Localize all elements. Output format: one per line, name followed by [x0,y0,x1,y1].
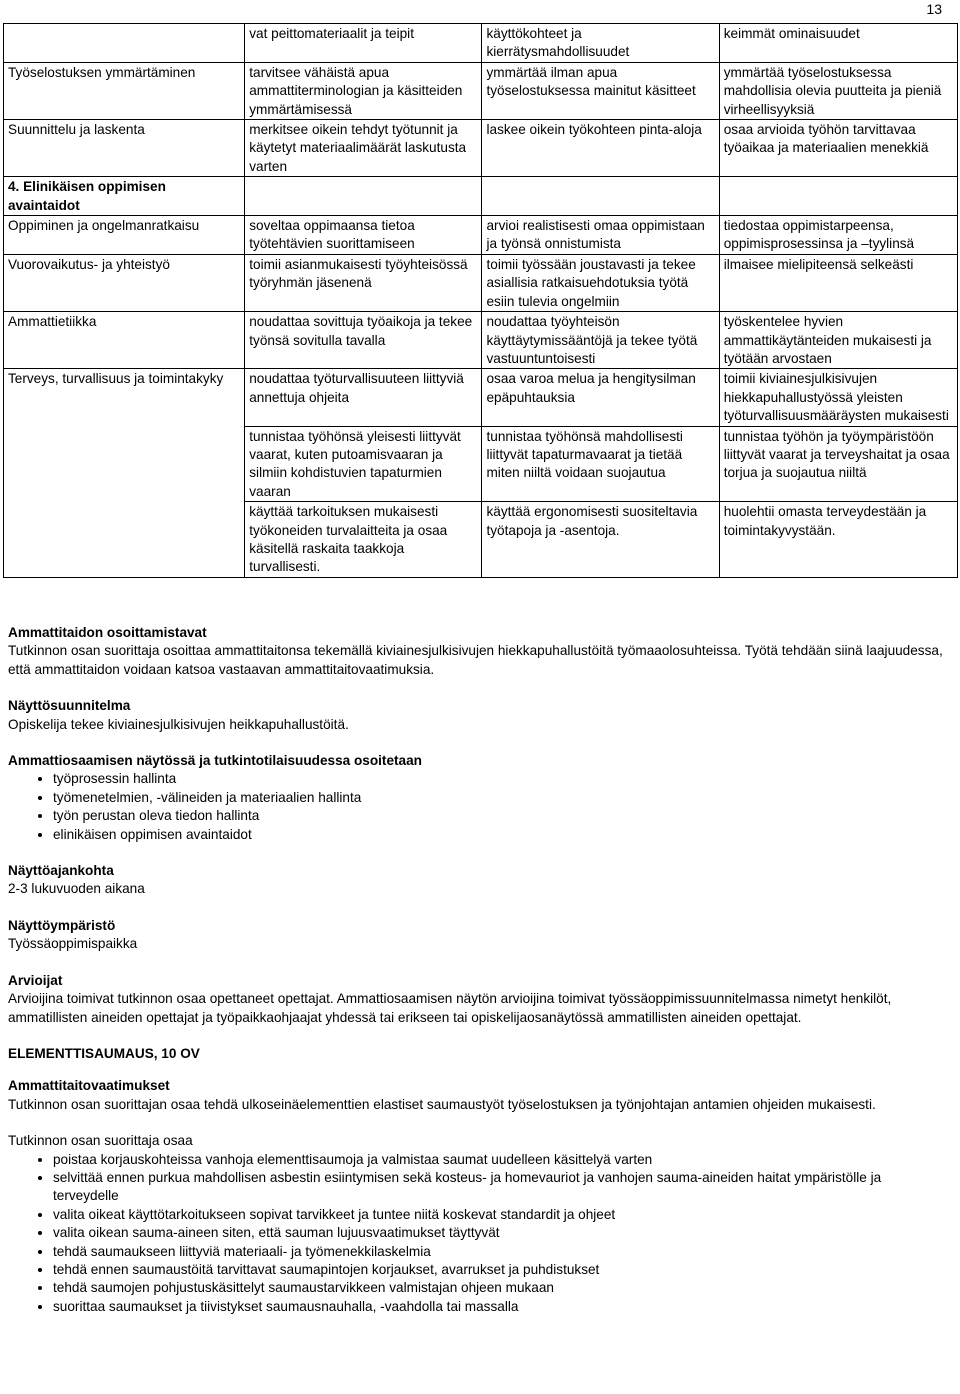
table-cell [719,177,957,216]
demonstration-timing [8,862,943,899]
list-item: • tehdä saumaukseen liittyviä materiaali- ja työmenekkilaskelmia [53,1243,943,1261]
criterion-label: Ammattietiikka [4,312,245,369]
table-row [4,177,958,216]
table-cell: toimii työssään joustavasti ja tekee asiallisia ratkaisuehdotuksia työtä esiin tulevia ongelmiin [482,254,719,311]
demonstration-plan [8,697,943,734]
list-item: • poistaa korjauskohteissa vanhoja elementtisaumoja ja valmistaa saumat uudelleen käsittelyä varten [53,1151,943,1169]
table-cell: käyttää ergonomisesti suositeltavia työtapoja ja -asentoja. [482,502,719,578]
table-row [4,24,958,63]
list-item: • tehdä saumojen pohjustuskäsittelyt saumaustarvikkeen valmistajan ohjeen mukaan [53,1279,943,1297]
table-cell: toimii asianmukaisesti työyhteisössä työryhmän jäsenenä [245,254,482,311]
list-item: • työn perustan oleva tiedon hallinta [53,807,943,825]
table-cell: noudattaa työyhteisön käyttäytymissääntöjä ja tekee työtä vastuuntuntoisesti [482,312,719,369]
table-cell: käyttää tarkoituksen mukaisesti työkoneiden turvalaitteita ja osaa käsitellä raskaita taakkoja turvallisesti. [245,502,482,578]
table-row [4,369,958,426]
table-cell: laskee oikein työkohteen pinta-aloja [482,120,719,177]
section-heading: Ammattitaidon osoittamistavat [8,625,207,640]
table-cell: tunnistaa työhön ja työympäristöön liittyvät vaarat ja terveyshaitat ja osaa torjua ja suojautua niiltä [719,426,957,502]
table-row [4,62,958,119]
assessment-criteria-table [3,23,958,578]
table-cell [4,24,245,63]
list-item: • tehdä ennen saumaustöitä tarvittavat saumapintojen korjaukset, avarrukset ja puhdistukset [53,1261,943,1279]
table-cell: käyttökohteet ja kierrätysmahdollisuudet [482,24,719,63]
skill-requirements [8,1077,943,1114]
table-row [4,312,958,369]
list-item: • valita oikean sauma-aineen siten, että sauman lujuusvaatimukset täyttyvät [53,1224,943,1242]
table-cell: noudattaa sovittuja työaikoja ja tekee työnsä sovitulla tavalla [245,312,482,369]
criterion-label: Vuorovaikutus- ja yhteistyö [4,254,245,311]
table-cell: tunnistaa työhönsä yleisesti liittyvät vaarat, kuten putoamisvaaran ja silmiin kohdistuvien tapaturmien vaaran [245,426,482,502]
bullet-list [8,770,943,844]
table-cell: keimmät ominaisuudet [719,24,957,63]
list-item: • työprosessin hallinta [53,770,943,788]
paragraph: Tutkinnon osan suorittaja osoittaa ammattitaitonsa tekemällä kiviainesjulkisivujen hiekkapuhallustöitä työmaaolosuhteissa. Työtä tehdään siinä laajuudessa, että ammattitaidon voidaan katsoa vastaavan ammattitaitovaatimuksia. [8,643,943,677]
cell-text: noudattaa työturvallisuuteen liittyviä annettuja ohjeita [249,371,464,405]
criterion-label: Suunnittelu ja laskenta [4,120,245,177]
table-cell [482,177,719,216]
section-heading: Näyttöympäristö [8,917,116,933]
table-cell: toimii kiviainesjulkisivujen hiekkapuhallustyössä yleisten työturvallisuusmääräysten mukaisesti [719,369,957,426]
table-cell: osaa arvioida työhön tarvittavaa työaikaa ja materiaalien menekkiä [719,120,957,177]
criterion-label: Oppiminen ja ongelmanratkaisu [4,216,245,255]
table-row [4,216,958,255]
list-item: • suorittaa saumaukset ja tiivistykset saumausnauhalla, -vaahdolla tai massalla [53,1298,943,1316]
list-item: • elinikäisen oppimisen avaintaidot [53,826,943,844]
demonstration-environment [8,917,943,954]
paragraph: Opiskelija tekee kiviainesjulkisivujen heikkapuhallustöitä. [8,716,349,732]
table-row [4,254,958,311]
list-item: • valita oikeat käyttötarkoitukseen sopivat tarvikkeet ja tuntee niitä koskevat standardit ja ohjeet [53,1206,943,1224]
demonstration-methods [8,624,943,679]
module-title: ELEMENTTISAUMAUS, 10 OV [8,1045,200,1061]
section-heading: Näyttösuunnitelma [8,698,131,714]
section-subheading: Tutkinnon osan suorittaja osaa [8,1133,193,1149]
table-cell: ilmaisee mielipiteensä selkeästi [719,254,957,311]
list-item: • selvittää ennen purkua mahdollisen asbestin esiintymisen sekä kosteus- ja homevauriot ja vanhojen sauma-aineiden haitat ympäristölle ja terveydelle [53,1169,943,1206]
assessors [8,972,943,1027]
table-cell: ymmärtää ilman apua työselostuksessa mainitut käsitteet [482,62,719,119]
list-item: • työmenetelmien, -välineiden ja materiaalien hallinta [53,789,943,807]
table-row [4,120,958,177]
table-cell: arvioi realistisesti omaa oppimistaan ja työnsä onnistumista [482,216,719,255]
page-number: 13 [926,1,942,17]
competence-shown [8,752,943,844]
paragraph: 2-3 lukuvuoden aikana [8,881,145,897]
table-cell: tarvitsee vähäistä apua ammattiterminologian ja käsitteiden ymmärtämisessä [245,62,482,119]
table-cell [245,369,482,426]
criterion-label: Työselostuksen ymmärtäminen [4,62,245,119]
table-cell: merkitsee oikein tehdyt työtunnit ja käytetyt materiaalimäärät laskutusta varten [245,120,482,177]
section-heading: Ammattitaitovaatimukset [8,1078,170,1094]
section-heading: Näyttöajankohta [8,863,114,879]
section-heading: 4. Elinikäisen oppimisen avaintaidot [4,177,245,216]
table-cell: huolehtii omasta terveydestään ja toimintakyvystään. [719,502,957,578]
table-cell: ymmärtää työselostuksessa mahdollisia olevia puutteita ja pieniä virheellisyyksiä [719,62,957,119]
table-cell: tiedostaa oppimistarpeensa, oppimisprosessinsa ja –tyylinsä [719,216,957,255]
table-cell: tunnistaa työhönsä mahdollisesti liittyvät tapaturmavaarat ja tietää miten niiltä voidaan suojautua [482,426,719,502]
section-heading: Arvioijat [8,972,63,988]
paragraph: Arvioijina toimivat tutkinnon osaa opettaneet opettajat. Ammattiosaamisen näytön arvioijina toimivat työssäoppimissuunnitelmassa nimetyt henkilöt, ammatillisten aineiden opettajat ja työpaikkaohjaajat yhdessä tai erikseen tai opiskelijaosanäytössä ammatillisten aineiden opettajat. [8,991,892,1025]
table-cell: vat peittomateriaalit ja teipit [245,24,482,63]
criterion-label: Terveys, turvallisuus ja toimintakyky [4,369,245,577]
cell-text: osaa varoa melua ja hengitysilman epäpuhtauksia [486,371,696,405]
table-cell [245,177,482,216]
table-cell: soveltaa oppimaansa tietoa työtehtävien suorittamiseen [245,216,482,255]
paragraph: Työssäoppimispaikka [8,936,138,952]
section-heading: Ammattiosaamisen näytössä ja tutkintotilaisuudessa osoitetaan [8,753,422,769]
table-cell: työskentelee hyvien ammattikäytänteiden mukaisesti ja työtään arvostaen [719,312,957,369]
bullet-list [8,1151,943,1317]
table-cell [482,369,719,426]
paragraph: Tutkinnon osan suorittajan osaa tehdä ulkoseinäelementtien elastiset saumaustyöt työselostuksen ja työnjohtajan antamien ohjeiden mukaisesti. [8,1096,876,1112]
main-content [8,624,943,1316]
learner-skills [8,1132,943,1316]
